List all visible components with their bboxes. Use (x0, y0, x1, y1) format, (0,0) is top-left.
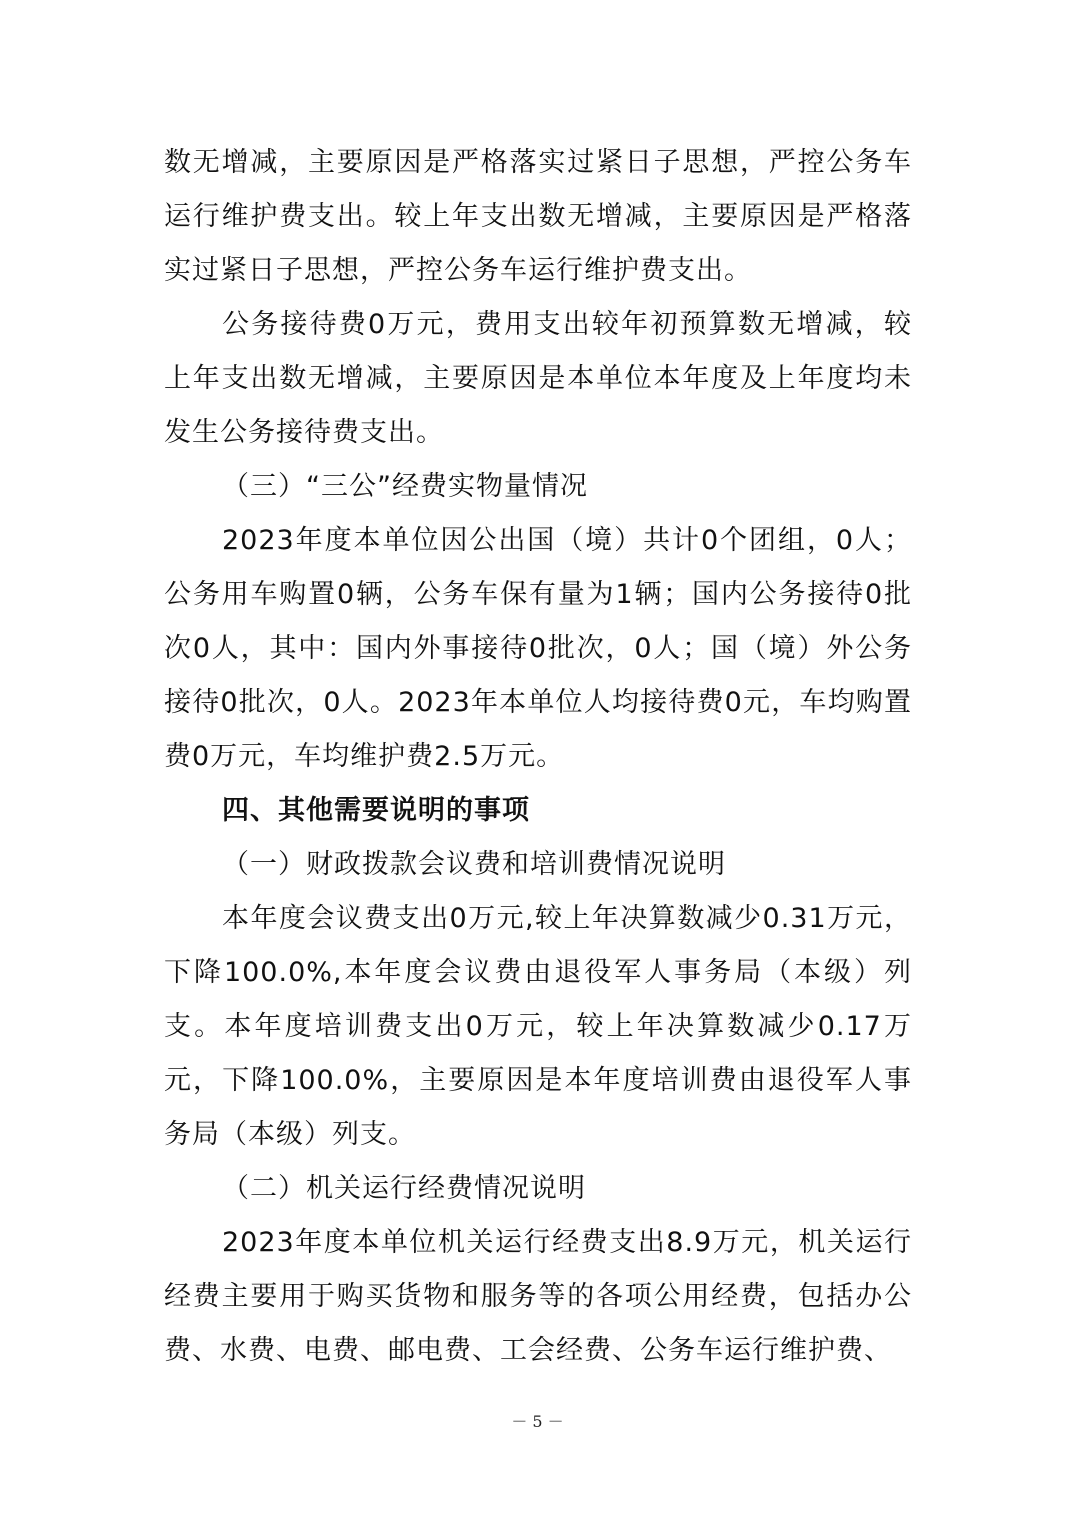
paragraph-meeting-training-details: 本年度会议费支出0万元,较上年决算数减少0.31万元，下降100.0%,本年度会议费由退役军人事务局（本级）列支。本年度培训费支出0万元，较上年决算数减少0.17万元，下降100.0%，主要原因是本年度培训费由退役军人事务局（本级）列支。 (164, 903, 912, 1150)
paragraph-vehicle-maintenance: 数无增减，主要原因是严格落实过紧日子思想，严控公务车运行维护费支出。较上年支出数无增减，主要原因是严格落实过紧日子思想，严控公务车运行维护费支出。 (164, 147, 912, 286)
paragraph-quantity-details: 2023年度本单位因公出国（境）共计0个团组，0人；公务用车购置0辆，公务车保有量为1辆；国内公务接待0批次0人，其中：国内外事接待0批次，0人；国（境）外公务接待0批次，0人。2023年本单位人均接待费0元，车均购置费0万元，车均维护费2.5万元。 (164, 525, 912, 772)
page-number: － 5 － (511, 1412, 564, 1431)
heading-operating-expenses: （二）机关运行经费情况说明 (222, 1173, 586, 1204)
heading-three-public-quantity: （三）“三公”经费实物量情况 (222, 471, 588, 502)
document-body (164, 136, 912, 1378)
heading-other-matters: 四、其他需要说明的事项 (222, 795, 530, 826)
paragraph-reception-fee: 公务接待费0万元，费用支出较年初预算数无增减，较上年支出数无增减，主要原因是本单位本年度及上年度均未发生公务接待费支出。 (164, 309, 912, 448)
paragraph-operating-expenses-details: 2023年度本单位机关运行经费支出8.9万元，机关运行经费主要用于购买货物和服务等的各项公用经费，包括办公费、水费、电费、邮电费、工会经费、公务车运行维护费、 (164, 1227, 912, 1366)
heading-meeting-training-fees: （一）财政拨款会议费和培训费情况说明 (222, 849, 726, 880)
